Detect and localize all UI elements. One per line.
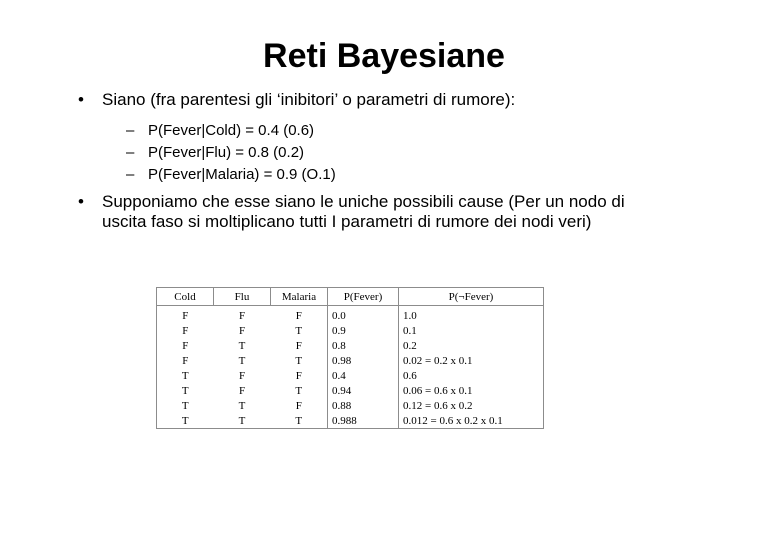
bullet-text: Supponiamo che esse siano le uniche possibili cause (Per un nodo di uscita faso si moltiplicano tutti I parametri di rumore dei nodi veri) xyxy=(102,192,625,231)
header-cold: Cold xyxy=(157,288,214,306)
sub-bullet-text: P(Fever|Malaria) = 0.9 (O.1) xyxy=(148,166,336,183)
dash-marker: – xyxy=(126,166,135,183)
table-row xyxy=(157,306,543,324)
sub-bullet-item xyxy=(126,164,638,186)
bullet-marker: • xyxy=(78,90,84,109)
cell-p-not-fever: 0.06 = 0.6 x 0.1 xyxy=(399,383,544,398)
cell-flu: T xyxy=(238,354,246,367)
cell-malaria: T xyxy=(295,324,303,337)
bullet-item xyxy=(78,90,638,110)
dash-marker: – xyxy=(126,122,135,139)
sub-bullet-item xyxy=(126,142,638,164)
cell-p-fever: 0.9 xyxy=(328,323,399,338)
cell-p-not-fever: 0.2 xyxy=(399,338,544,353)
cell-cold: T xyxy=(181,414,189,427)
table-row xyxy=(157,368,543,383)
cell-p-not-fever: 0.02 = 0.2 x 0.1 xyxy=(399,353,544,368)
cell-cold: F xyxy=(182,339,189,352)
cell-malaria: F xyxy=(295,339,302,352)
dash-marker: – xyxy=(126,144,135,161)
cell-p-fever: 0.98 xyxy=(328,353,399,368)
cell-malaria: T xyxy=(295,354,303,367)
cell-p-not-fever: 0.012 = 0.6 x 0.2 x 0.1 xyxy=(399,413,544,428)
cell-malaria: T xyxy=(295,414,303,427)
cell-flu: F xyxy=(238,324,246,337)
sub-bullet-text: P(Fever|Flu) = 0.8 (0.2) xyxy=(148,144,305,161)
header-p-not-fever: P(¬Fever) xyxy=(399,288,544,306)
probability-table xyxy=(156,287,544,429)
cell-cold: F xyxy=(182,309,189,322)
cell-p-not-fever: 0.1 xyxy=(399,323,544,338)
bullet-list xyxy=(78,90,638,232)
bullet-marker: • xyxy=(78,192,84,211)
cell-malaria: F xyxy=(295,399,302,412)
table-row xyxy=(157,338,543,353)
cell-cold: T xyxy=(181,384,189,397)
cell-flu: F xyxy=(238,384,246,397)
sub-bullet-text: P(Fever|Cold) = 0.4 (0.6) xyxy=(148,122,315,139)
cell-p-not-fever: 0.6 xyxy=(399,368,544,383)
cell-p-fever: 0.988 xyxy=(328,413,399,428)
bullet-text: Siano (fra parentesi gli ‘inibitori’ o parametri di rumore): xyxy=(102,90,516,109)
table-row xyxy=(157,413,543,428)
probability-table-grid xyxy=(157,288,543,428)
cell-flu: T xyxy=(238,399,246,412)
cell-malaria: F xyxy=(295,309,302,322)
cell-cold: F xyxy=(182,324,189,337)
table-row xyxy=(157,323,543,338)
table-row xyxy=(157,398,543,413)
table-row xyxy=(157,353,543,368)
table-body xyxy=(157,306,543,429)
cell-cold: F xyxy=(182,354,189,367)
cell-cold: T xyxy=(181,369,189,382)
table-row xyxy=(157,383,543,398)
sub-bullet-item xyxy=(126,120,638,142)
header-malaria: Malaria xyxy=(271,288,328,306)
cell-flu: F xyxy=(238,309,246,322)
cell-cold: T xyxy=(181,399,189,412)
bullet-item xyxy=(78,192,638,232)
table-header-row xyxy=(157,288,543,306)
cell-flu: T xyxy=(238,414,246,427)
cell-p-not-fever: 1.0 xyxy=(399,306,544,324)
slide-title: Reti Bayesiane xyxy=(263,37,505,75)
cell-p-fever: 0.0 xyxy=(328,306,399,324)
cell-p-fever: 0.94 xyxy=(328,383,399,398)
cell-malaria: T xyxy=(295,384,303,397)
cell-flu: F xyxy=(238,369,246,382)
cell-flu: T xyxy=(238,339,246,352)
cell-p-fever: 0.4 xyxy=(328,368,399,383)
header-p-fever: P(Fever) xyxy=(328,288,399,306)
cell-p-not-fever: 0.12 = 0.6 x 0.2 xyxy=(399,398,544,413)
sub-bullet-list xyxy=(126,120,638,186)
cell-malaria: F xyxy=(295,369,302,382)
cell-p-fever: 0.8 xyxy=(328,338,399,353)
header-flu: Flu xyxy=(214,288,271,306)
cell-p-fever: 0.88 xyxy=(328,398,399,413)
